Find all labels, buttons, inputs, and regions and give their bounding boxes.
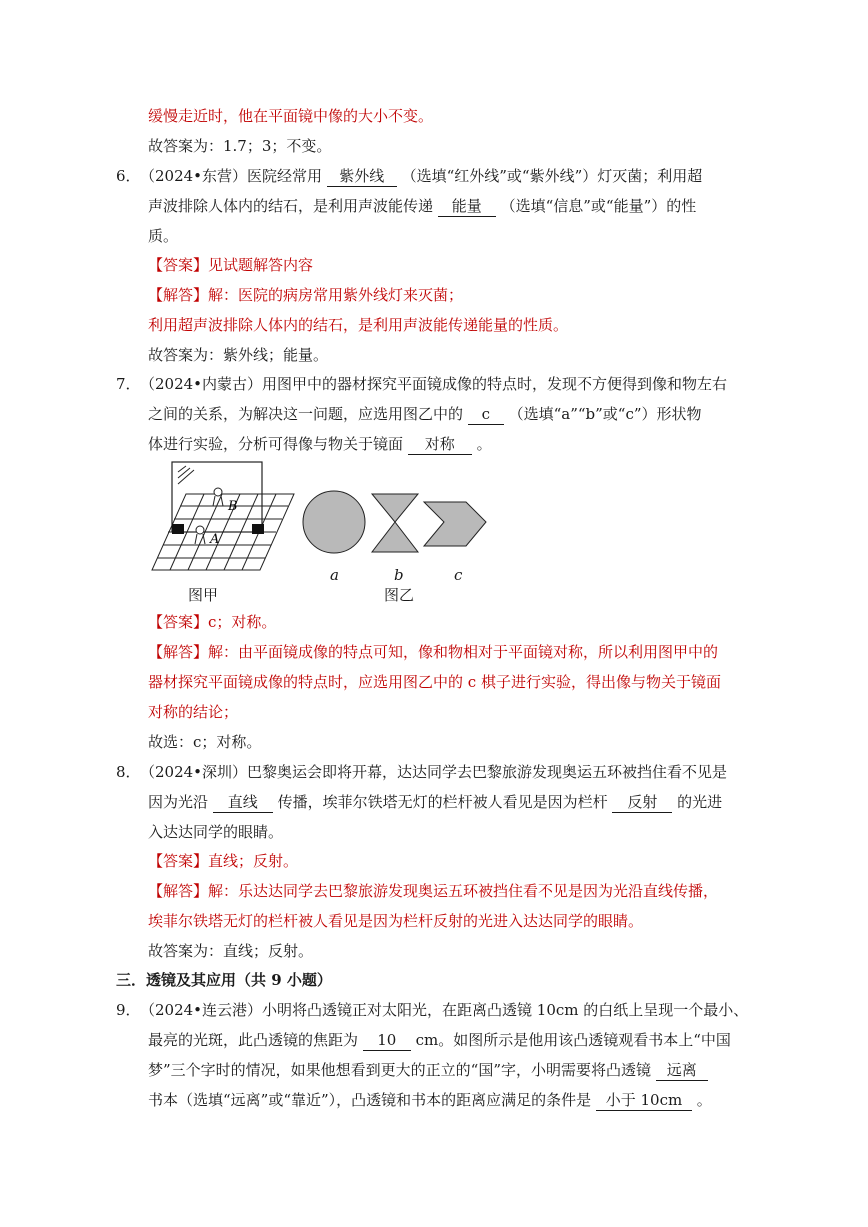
question-text-part: （选填“a”“b”或“c”）形状物 bbox=[508, 405, 702, 423]
answer-blank: c bbox=[468, 404, 504, 425]
question-text-part: 体进行实验，分析可得像与物关于镜面 bbox=[148, 435, 404, 453]
question-text-part: （2024•东营）医院经常用 bbox=[140, 167, 323, 185]
section-heading: 三．透镜及其应用（共 9 小题） bbox=[116, 971, 332, 989]
shape-a-label: a bbox=[330, 566, 339, 584]
answer-blank: 紫外线 bbox=[327, 166, 397, 187]
final-answer: 故选：c；对称。 bbox=[148, 733, 262, 751]
answer-text: 【答案】见试题解答内容 bbox=[148, 256, 314, 274]
shape-b-hourglass bbox=[372, 494, 418, 552]
solution-text: 对称的结论； bbox=[148, 703, 239, 721]
answer-blank: 对称 bbox=[408, 434, 472, 455]
solution-text: 【解答】解：乐达达同学去巴黎旅游发现奥运五环被挡住看不见是因为光沿直线传播， bbox=[148, 882, 719, 900]
question-text: （2024•深圳）巴黎奥运会即将开幕，达达同学去巴黎旅游发现奥运五环被挡住看不见是 bbox=[140, 763, 728, 781]
question-text-part: 最亮的光斑，此凸透镜的焦距为 bbox=[148, 1031, 359, 1049]
shape-c-chevron bbox=[424, 502, 486, 546]
solution-text: 缓慢走近时，他在平面镜中像的大小不变。 bbox=[148, 107, 434, 125]
glass-hatch bbox=[178, 466, 186, 472]
figure bbox=[148, 458, 488, 602]
final-answer: 故答案为：直线；反射。 bbox=[148, 942, 314, 960]
question-text-part: cm。如图所示是他用该凸透镜观看书本上“中国 bbox=[415, 1031, 731, 1049]
question-text bbox=[148, 792, 722, 813]
answer-blank: 反射 bbox=[612, 792, 672, 813]
shape-b-label: b bbox=[394, 566, 404, 584]
figure-caption-jia: 图甲 bbox=[188, 586, 219, 604]
solution-text: 利用超声波排除人体内的结石，是利用声波能传递能量的性质。 bbox=[148, 316, 569, 334]
answer-blank: 远离 bbox=[656, 1060, 708, 1081]
question-text-part: 。 bbox=[696, 1091, 712, 1109]
answer-blank: 10 bbox=[363, 1030, 411, 1051]
answer-blank: 能量 bbox=[438, 196, 496, 217]
question-text: 入达达同学的眼睛。 bbox=[148, 823, 284, 841]
question-text bbox=[148, 434, 492, 455]
answer-blank: 小于 10cm bbox=[596, 1090, 692, 1111]
answer-blank: 直线 bbox=[213, 792, 273, 813]
glass-hatch bbox=[178, 468, 190, 478]
question-text bbox=[148, 1090, 712, 1111]
solution-text: 【解答】解：医院的病房常用紫外线灯来灭菌； bbox=[148, 286, 464, 304]
question-text-part: 。 bbox=[476, 435, 492, 453]
solution-text: 埃菲尔铁塔无灯的栏杆被人看见是因为栏杆反射的光进入达达同学的眼睛。 bbox=[148, 912, 644, 930]
question-text-part: 的光进 bbox=[677, 793, 723, 811]
question-text-part: 梦”三个字时的情况，如果他想看到更大的正立的“国”字，小明需要将凸透镜 bbox=[148, 1061, 652, 1079]
question-number: 9． bbox=[116, 1001, 141, 1019]
shape-c-label: c bbox=[454, 566, 463, 584]
solution-text: 器材探究平面镜成像的特点时，应选用图乙中的 c 棋子进行实验，得出像与物关于镜面 bbox=[148, 673, 721, 691]
question-text bbox=[140, 166, 702, 187]
mirror-holder bbox=[252, 524, 264, 534]
answer-text: 【答案】c；对称。 bbox=[148, 613, 277, 631]
glass-hatch bbox=[178, 470, 194, 484]
question-number: 6． bbox=[116, 167, 141, 185]
answer-text: 【答案】直线；反射。 bbox=[148, 852, 299, 870]
question-number: 7． bbox=[116, 375, 141, 393]
question-number: 8． bbox=[116, 763, 141, 781]
mirror-frame bbox=[172, 462, 262, 532]
question-text-part: 书本（选填“远离”或“靠近”），凸透镜和书本的距离应满足的条件是 bbox=[148, 1091, 592, 1109]
chess-piece-a bbox=[196, 526, 204, 534]
shape-a-circle bbox=[303, 491, 365, 553]
question-text-part: 声波排除人体内的结石，是利用声波能传递 bbox=[148, 197, 434, 215]
label-a: A bbox=[210, 532, 220, 547]
final-answer: 故答案为：紫外线；能量。 bbox=[148, 346, 329, 364]
question-text-part: 因为光沿 bbox=[148, 793, 209, 811]
question-text bbox=[148, 1060, 708, 1081]
question-text: （2024•连云港）小明将凸透镜正对太阳光，在距离凸透镜 10cm 的白纸上呈现一个最小、 bbox=[140, 1001, 749, 1019]
question-text bbox=[148, 196, 696, 217]
chess-piece-b bbox=[214, 488, 222, 496]
label-b: B bbox=[228, 499, 238, 514]
solution-text: 【解答】解：由平面镜成像的特点可知，像和物相对于平面镜对称，所以利用图甲中的 bbox=[148, 643, 719, 661]
mirror-holder bbox=[172, 524, 184, 534]
question-text: （2024•内蒙古）用图甲中的器材探究平面镜成像的特点时，发现不方便得到像和物左右 bbox=[140, 375, 728, 393]
question-text bbox=[148, 404, 702, 425]
question-text-part: 传播，埃菲尔铁塔无灯的栏杆被人看见是因为栏杆 bbox=[277, 793, 608, 811]
final-answer: 故答案为：1.7；3；不变。 bbox=[148, 137, 332, 155]
question-text bbox=[148, 1030, 731, 1051]
question-text: 质。 bbox=[148, 227, 179, 245]
figure-caption-yi: 图乙 bbox=[384, 586, 415, 604]
question-text-part: （选填“信息”或“能量”）的性 bbox=[500, 197, 697, 215]
question-text-part: 之间的关系，为解决这一问题，应选用图乙中的 bbox=[148, 405, 464, 423]
figure-drawing bbox=[148, 458, 488, 598]
question-text-part: （选填“红外线”或“紫外线”）灯灭菌；利用超 bbox=[401, 167, 703, 185]
